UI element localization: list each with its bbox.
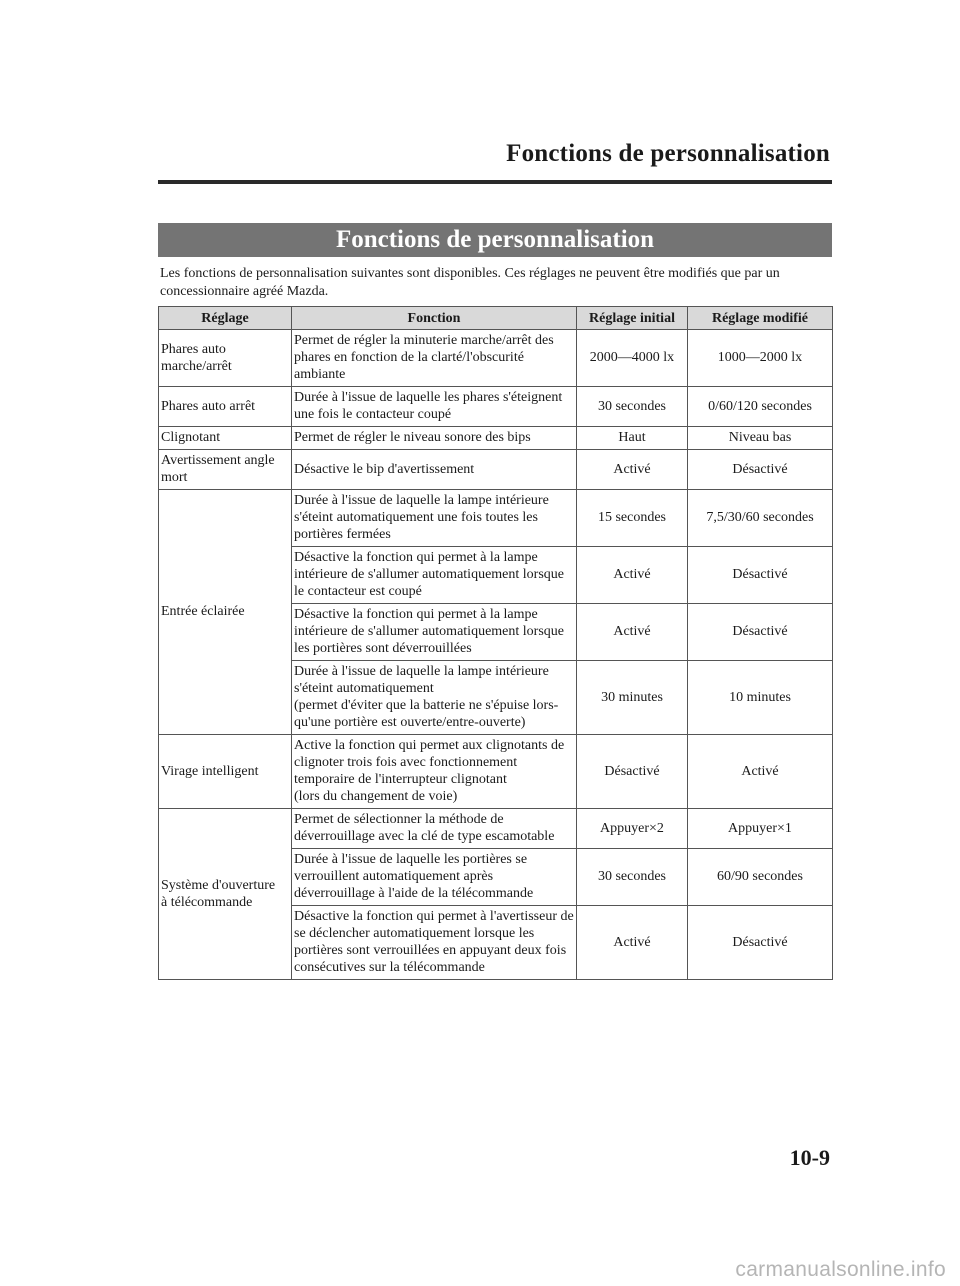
table-row [159,427,833,450]
modified-cell: Désactivé [688,547,833,604]
function-cell: Durée à l'issue de laquelle les portières se verrouillent automatiquement après déverrouillage à l'aide de la télécommande [292,849,577,906]
setting-cell: Phares auto arrêt [159,387,292,427]
modified-cell: 60/90 secondes [688,849,833,906]
initial-cell: Appuyer×2 [577,809,688,849]
section-title-banner: Fonctions de personnalisation [158,223,832,257]
modified-cell: Appuyer×1 [688,809,833,849]
initial-cell: Désactivé [577,735,688,809]
modified-cell: Niveau bas [688,427,833,450]
setting-cell: Système d'ouverture à télécommande [159,809,292,980]
intro-paragraph: Les fonctions de personnalisation suivantes sont disponibles. Ces réglages ne peuvent être modifiés que par un concessionnaire agréé Mazda. [160,266,780,299]
modified-cell: Activé [688,735,833,809]
header-modified-setting: Réglage modifié [688,307,833,330]
table-row [159,450,833,490]
initial-cell: Activé [577,450,688,490]
initial-cell: Activé [577,547,688,604]
function-cell: Permet de sélectionner la méthode de déverrouillage avec la clé de type escamotable [292,809,577,849]
function-cell: Désactive le bip d'avertissement [292,450,577,490]
header-initial-setting: Réglage initial [577,307,688,330]
running-header-title: Fonctions de personnalisation [506,140,830,167]
setting-cell: Clignotant [159,427,292,450]
setting-cell: Entrée éclairée [159,490,292,735]
table-row [159,490,833,547]
modified-cell: 1000―2000 lx [688,330,833,387]
initial-cell: Activé [577,604,688,661]
function-cell: Permet de régler la minuterie marche/arrêt des phares en fonction de la clarté/l'obscurité ambiante [292,330,577,387]
initial-cell: 30 secondes [577,849,688,906]
function-cell: Désactive la fonction qui permet à la lampe intérieure de s'allumer automatiquement lorsque le contacteur est coupé [292,547,577,604]
function-cell: Durée à l'issue de laquelle les phares s'éteignent une fois le contacteur coupé [292,387,577,427]
initial-cell: 30 minutes [577,661,688,735]
function-cell: Désactive la fonction qui permet à l'avertisseur de se déclencher automatiquement lorsque les portières sont verrouillées en appuyant deux fois consécutives sur la télécommande [292,906,577,980]
setting-cell: Avertissement angle mort [159,450,292,490]
settings-table [158,306,833,980]
table-row [159,330,833,387]
watermark: carmanualsonline.info [735,1258,946,1281]
modified-cell: Désactivé [688,906,833,980]
table-header-row [159,307,833,330]
modified-cell: 7,5/30/60 secondes [688,490,833,547]
header-function: Fonction [292,307,577,330]
header-rule [158,180,832,184]
modified-cell: 0/60/120 secondes [688,387,833,427]
header-setting: Réglage [159,307,292,330]
initial-cell: 2000―4000 lx [577,330,688,387]
function-cell: Désactive la fonction qui permet à la lampe intérieure de s'allumer automatiquement lorsque les portières sont déverrouillées [292,604,577,661]
initial-cell: Haut [577,427,688,450]
function-cell: Durée à l'issue de laquelle la lampe intérieure s'éteint automatiquement (permet d'éviter que la batterie ne s'épuise lors-qu'une portière est ouverte/entre-ouverte) [292,661,577,735]
setting-cell: Phares auto marche/arrêt [159,330,292,387]
initial-cell: 30 secondes [577,387,688,427]
function-cell: Permet de régler le niveau sonore des bips [292,427,577,450]
setting-cell: Virage intelligent [159,735,292,809]
function-cell: Durée à l'issue de laquelle la lampe intérieure s'éteint automatiquement une fois toutes les portières fermées [292,490,577,547]
table-row [159,387,833,427]
function-cell: Active la fonction qui permet aux clignotants de clignoter trois fois avec fonctionnement temporaire de l'interrupteur clignotant (lors du changement de voie) [292,735,577,809]
table-row [159,735,833,809]
modified-cell: 10 minutes [688,661,833,735]
initial-cell: 15 secondes [577,490,688,547]
initial-cell: Activé [577,906,688,980]
modified-cell: Désactivé [688,604,833,661]
modified-cell: Désactivé [688,450,833,490]
table-row [159,809,833,849]
page-number: 10-9 [789,1145,830,1170]
